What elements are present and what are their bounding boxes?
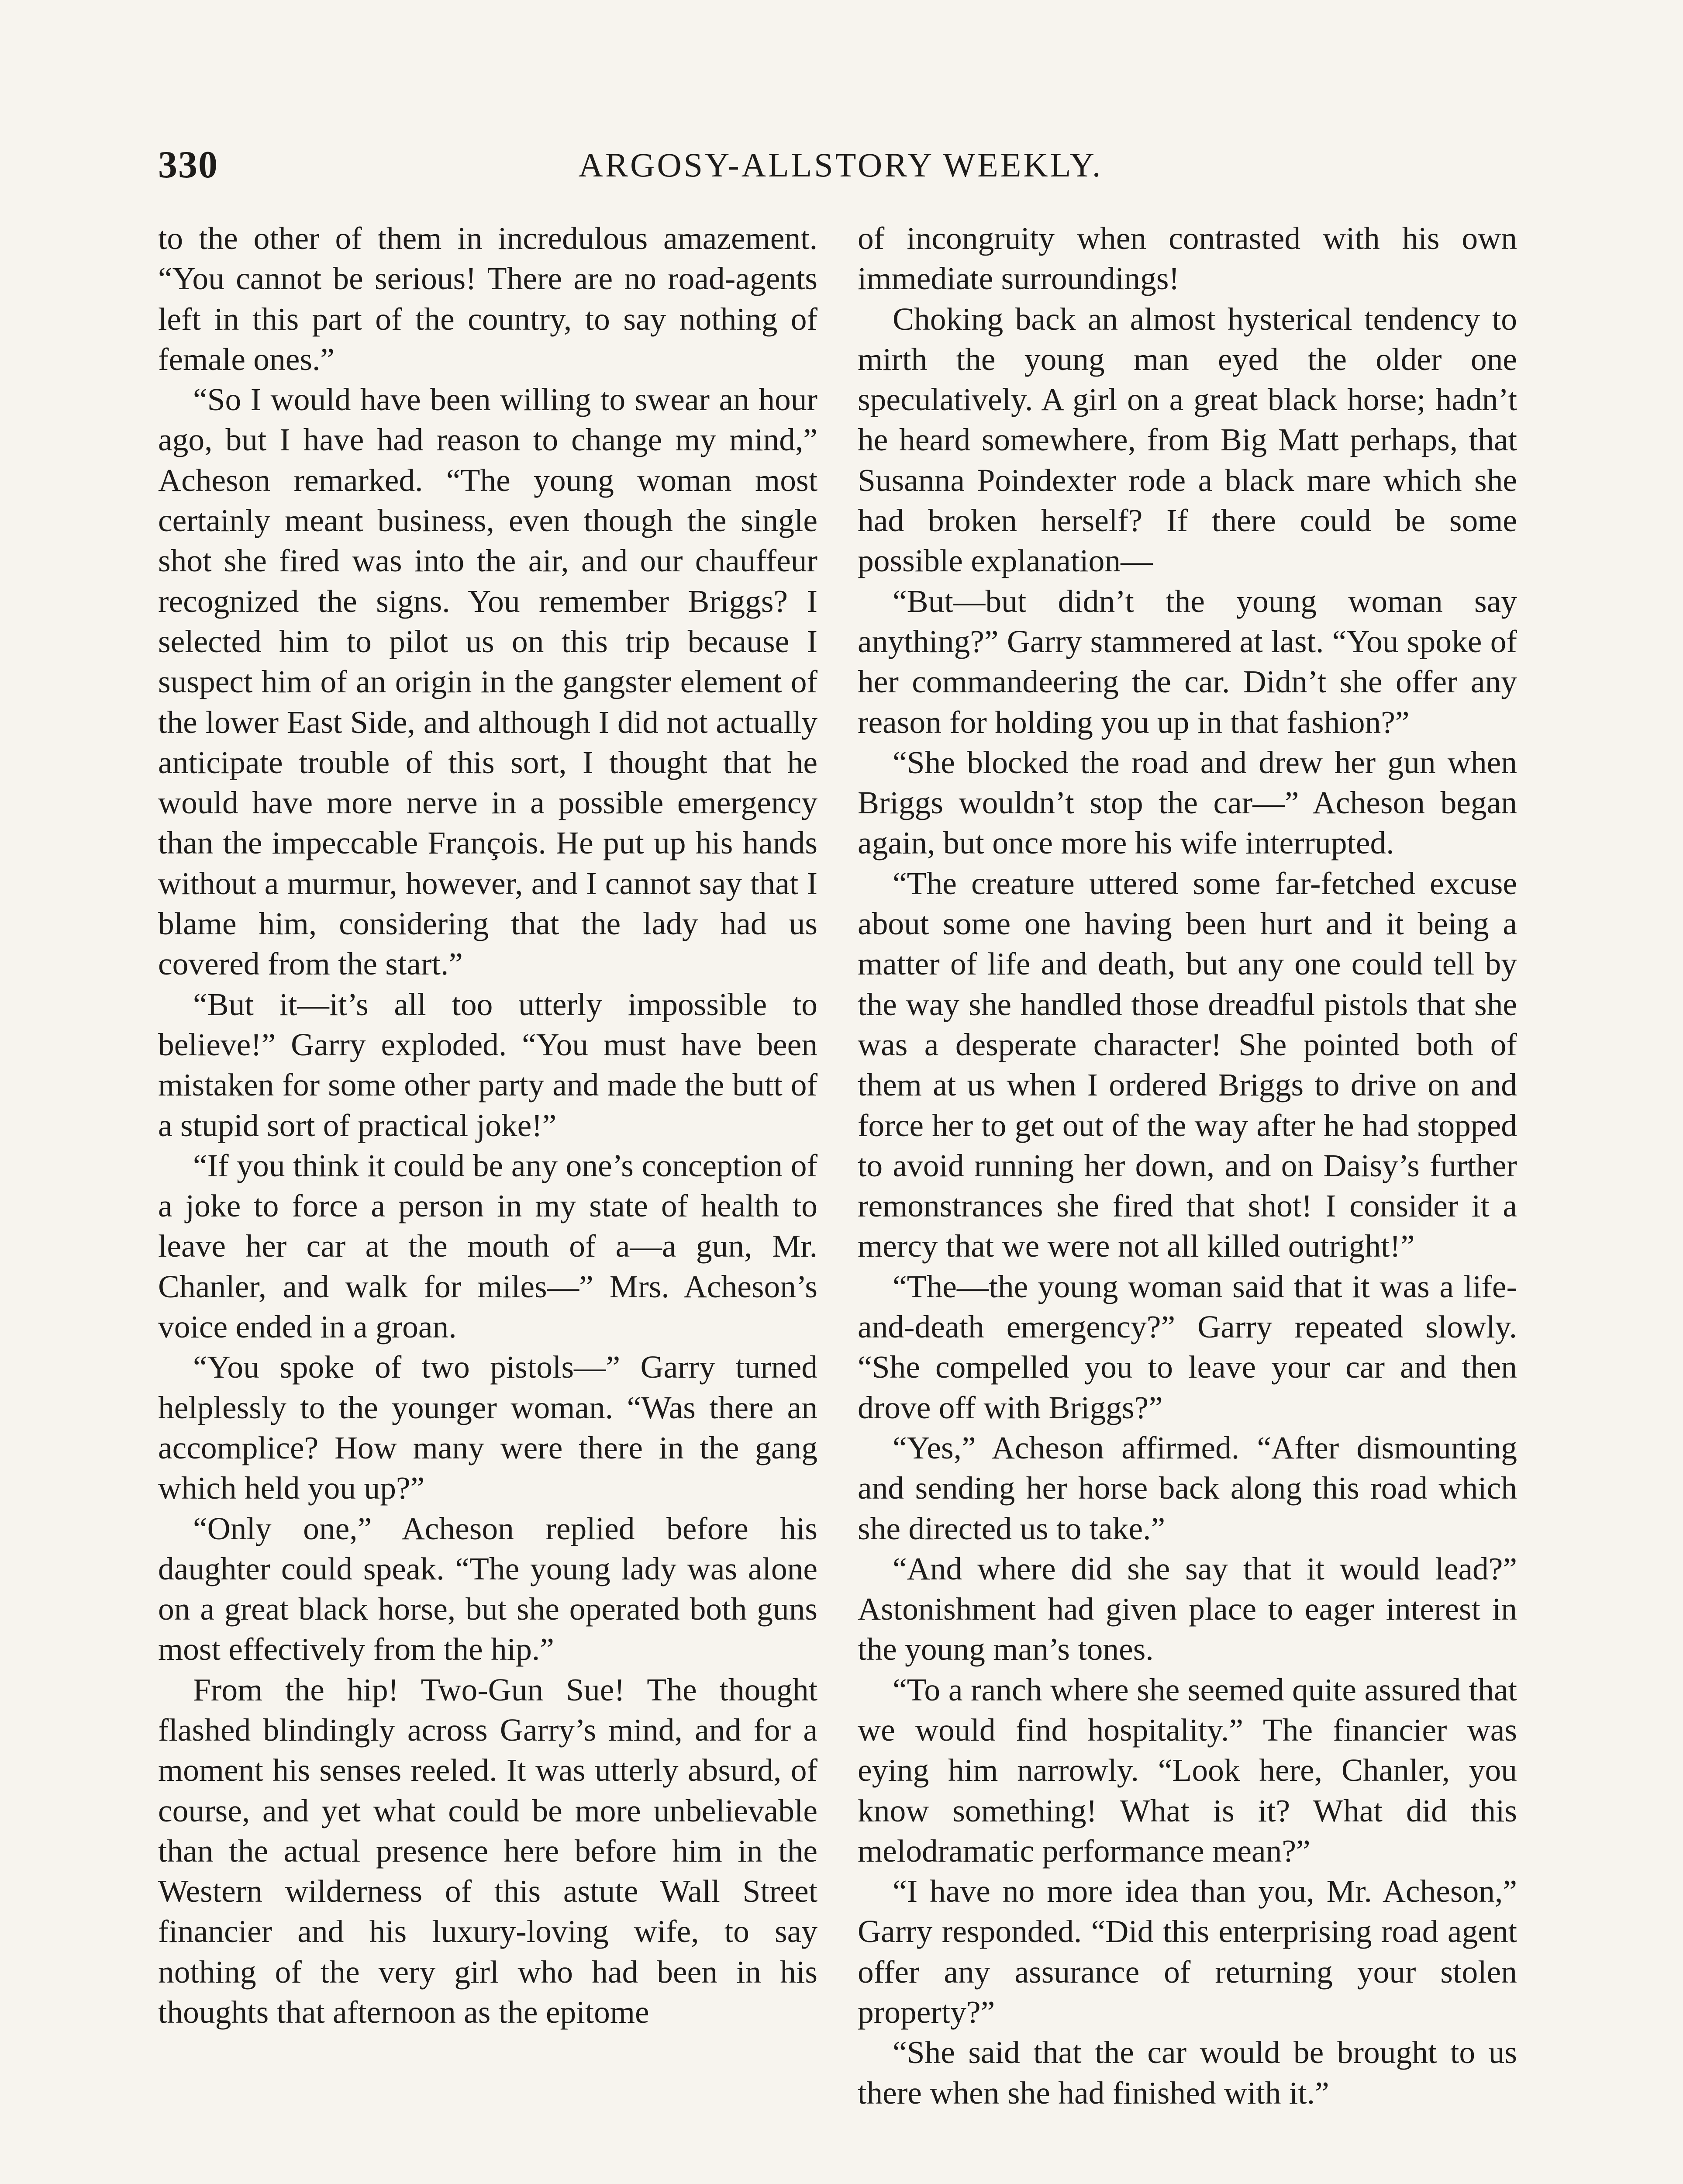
paragraph: “Only one,” Acheson replied before his daughter could speak. “The young lady was alone on a great black horse, but she operated both guns most effectively from the hip.” — [158, 1510, 817, 1667]
paragraph: “The—the young woman said that it was a life-and-death emergency?” Garry repeated slowly. “She compelled you to leave your car and then drove off with Briggs?” — [858, 1268, 1517, 1425]
page-number: 330 — [158, 144, 218, 186]
paragraph: “And where did she say that it would lead?” Astonishment had given place to eager interest in the young man’s tones. — [858, 1551, 1517, 1667]
paragraph: “But—but didn’t the young woman say anything?” Garry stammered at last. “You spoke of her commandeering the car. Didn’t she offer any reason for holding you up in that fashion?” — [858, 583, 1517, 740]
paragraph: “I have no more idea than you, Mr. Acheson,” Garry responded. “Did this enterprising road agent offer any assurance of returning your stolen property?” — [858, 1873, 1517, 2030]
paragraph: Choking back an almost hysterical tendency to mirth the young man eyed the older one speculatively. A girl on a great black horse; hadn’t he heard somewhere, from Big Matt perhaps, that Susanna Poindexter rode a black mare which she had broken herself? If there could be some possible explanation— — [858, 301, 1517, 579]
paragraph: “To a ranch where she seemed quite assured that we would find hospitality.” The financier was eying him narrowly. “Look here, Chanler, you know something! What is it? What did this melodramatic performance mean?” — [858, 1672, 1517, 1869]
paragraph: of incongruity when contrasted with his own immediate surroundings! — [858, 221, 1517, 297]
paragraph: “You spoke of two pistols—” Garry turned helplessly to the younger woman. “Was there an accomplice? How many were there in the gang which held you up?” — [158, 1349, 817, 1506]
paragraph: “Yes,” Acheson affirmed. “After dismounting and sending her horse back along this road which she directed us to take.” — [858, 1430, 1517, 1546]
paragraph: From the hip! Two-Gun Sue! The thought flashed blindingly across Garry’s mind, and for a moment his senses reeled. It was utterly absurd, of course, and yet what could be more unbelievable than the actual presence here before him in the Western wilderness of this astute Wall Street financier and his luxury-loving wife, to say nothing of the very girl who had been in his thoughts that afternoon as the epitome — [158, 1672, 817, 2030]
paragraph: “If you think it could be any one’s conception of a joke to force a person in my state of health to leave her car at the mouth of a—a gun, Mr. Chanler, and walk for miles—” Mrs. Acheson’s voice ended in a groan. — [158, 1147, 817, 1345]
paragraph: to the other of them in incredulous amazement. “You cannot be serious! There are no road-agents left in this part of the country, to say nothing of female ones.” — [158, 221, 817, 377]
left-column — [158, 218, 817, 2032]
paragraph: “The creature uttered some far-fetched excuse about some one having been hurt and it being a matter of life and death, but any one could tell by the way she handled those dreadful pistols that she was a desperate character! She pointed both of them at us when I ordered Briggs to drive on and force her to get out of the way after he had stopped to avoid running her down, and on Daisy’s further remonstrances she fired that shot! I consider it a mercy that we were not all killed outright!” — [858, 865, 1517, 1264]
paragraph: “But it—it’s all too utterly impossible to believe!” Garry exploded. “You must have been mistaken for some other party and made the butt of a stupid sort of practical joke!” — [158, 986, 817, 1143]
paragraph: “She said that the car would be brought to us there when she had finished with it.” — [858, 2035, 1517, 2111]
paragraph: “She blocked the road and drew her gun when Briggs wouldn’t stop the car—” Acheson began again, but once more his wife interrupted. — [858, 744, 1517, 861]
running-head: ARGOSY-ALLSTORY WEEKLY. — [578, 146, 1103, 184]
right-column — [858, 218, 1517, 2113]
paragraph: “So I would have been willing to swear an hour ago, but I have had reason to change my mind,” Acheson remarked. “The young woman most certainly meant business, even though the single shot she fired was into the air, and our chauffeur recognized the signs. You remember Briggs? I selected him to pilot us on this trip because I suspect him of an origin in the gangster element of the lower East Side, and although I did not actually anticipate trouble of this sort, I thought that he would have more nerve in a possible emergency than the impeccable François. He put up his hands without a murmur, however, and I cannot say that I blame him, considering that the lady had us covered from the start.” — [158, 382, 817, 982]
page-header — [158, 139, 1523, 191]
